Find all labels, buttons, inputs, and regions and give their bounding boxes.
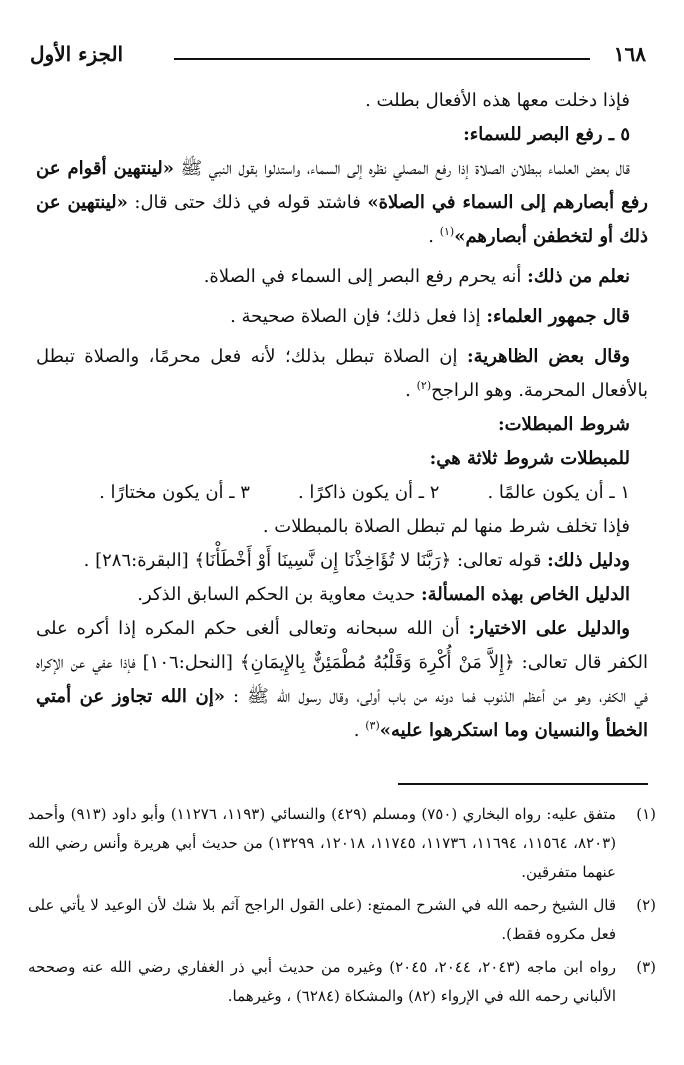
footnote-separator bbox=[398, 783, 648, 785]
paragraph-label: قال جمهور العلماء: bbox=[486, 306, 630, 327]
paragraph-text: قوله تعالى: ﴿رَبَّنَا لا تُؤَاخِذْنَا إِن نَّسِينَا أَوْ أَخْطَأْنَا﴾ [البقرة:٢٨٦] . bbox=[83, 550, 548, 571]
footnote bbox=[28, 800, 656, 887]
footnote-text: رواه ابن ماجه (٢٠٤٣، ٢٠٤٤، ٢٠٤٥) وغيره من حديث أبي ذر الغفاري رضي الله عنه وصححه الألباني رحمه الله في الإرواء (٨٢) والمشكاة (٦٢٨٤) ، وغيرهما. bbox=[28, 958, 617, 1005]
paragraph bbox=[36, 612, 648, 748]
paragraph bbox=[36, 300, 648, 334]
page-header bbox=[24, 36, 660, 70]
footnote-text: متفق عليه: رواه البخاري (٧٥٠) ومسلم (٤٢٩) والنسائي (١١٩٣، ١١٢٧٦) وأبو داود (٩١٣) وأحمد (٨٢٠٣، ١١٥٦٤، ١١٦٩٤، ١١٧٣٦، ١١٧٤٥، ١٢٠١٨، ١٣٢٩٩) من حديث أبي هريرة وأنس رضي الله عنهما متفرقين. bbox=[28, 805, 617, 881]
footnote-ref: (٣) bbox=[365, 719, 380, 732]
paragraph-text: فاشتد قوله في ذلك حتى قال: bbox=[127, 192, 368, 213]
paragraph-label: الدليل الخاص بهذه المسألة: bbox=[420, 584, 630, 605]
footnote-ref: (١) bbox=[439, 225, 455, 238]
section-heading: شروط المبطلات: bbox=[497, 414, 630, 435]
hadith-quote: «لينتهين عن ذلك أو لتخطفن أبصارهم» bbox=[36, 192, 648, 247]
main-text bbox=[36, 84, 648, 748]
footnote-number: (١) bbox=[636, 805, 656, 823]
footnote-number: (٣) bbox=[636, 958, 656, 976]
hadith-quote: «لينتهين أقوام عن رفع أبصارهم إلى السماء في الصلاة» bbox=[36, 158, 648, 213]
paragraph: فإذا تخلف شرط منها لم تبطل الصلاة بالمبطلات . bbox=[262, 516, 630, 537]
footnote bbox=[28, 891, 656, 949]
condition-item: ٢ ـ أن يكون ذاكرًا . bbox=[297, 482, 440, 503]
paragraph-text: قال بعض العلماء ببطلان الصلاة إذا رفع المصلي نظره إلى السماء، واستدلوا بقول النبي ﷺ bbox=[180, 158, 630, 179]
paragraph bbox=[36, 152, 648, 254]
paragraph-label: نعلم من ذلك: bbox=[527, 266, 630, 287]
condition-item: ٣ ـ أن يكون مختارًا . bbox=[99, 482, 250, 503]
paragraph-text: . bbox=[405, 380, 417, 401]
paragraph bbox=[36, 578, 648, 612]
hadith-quote: «إن الله تجاوز عن أمتي الخطأ والنسيان وما استكرهوا عليه» bbox=[36, 686, 648, 741]
paragraph-text: إن الصلاة تبطل بذلك؛ لأنه فعل محرمًا، والصلاة تبطل بالأفعال المحرمة. وهو الراجح bbox=[36, 346, 648, 401]
footnote-text: قال الشيخ رحمه الله في الشرح الممتع: (على القول الراجح آثم بلا شك لأن الوعيد لا يأتي على فعل مكروه فقط). bbox=[28, 896, 616, 943]
conditions-list bbox=[36, 476, 648, 510]
footnote-number: (٢) bbox=[636, 896, 656, 914]
footnotes bbox=[28, 800, 656, 1015]
footnote-ref: (٢) bbox=[416, 379, 432, 392]
paragraph bbox=[36, 544, 648, 578]
section-heading: للمبطلات شروط ثلاثة هي: bbox=[429, 448, 630, 469]
paragraph-text: إذا فعل ذلك؛ فإن الصلاة صحيحة . bbox=[230, 306, 487, 327]
paragraph-text: حديث معاوية بن الحكم السابق الذكر. bbox=[137, 584, 421, 605]
paragraph-label: والدليل على الاختيار: bbox=[468, 618, 630, 639]
paragraph-label: ودليل ذلك: bbox=[547, 550, 630, 571]
part-title: الجزء الأول bbox=[30, 42, 124, 66]
paragraph-text: . bbox=[428, 226, 440, 247]
condition-item: ١ ـ أن يكون عالمًا . bbox=[487, 482, 630, 503]
paragraph-label: وقال بعض الظاهرية: bbox=[466, 346, 630, 367]
paragraph bbox=[36, 340, 648, 408]
paragraph-text: . bbox=[353, 720, 366, 741]
header-rule bbox=[174, 58, 590, 60]
paragraph bbox=[36, 260, 648, 294]
paragraph-text: أنه يحرم رفع البصر إلى السماء في الصلاة. bbox=[203, 266, 528, 287]
paragraph-text: أن الله سبحانه وتعالى ألغى حكم المكره إذا أكره على الكفر قال تعالى: ﴿إِلاَّ مَنْ أُكْرِهَ وَقَلْبُهُ مُطْمَئِنٌّ بِالإِيمَانِ﴾ [النحل:١٠٦] فإذا عفي عن الإكراه في الكفر، وهو من أعظم الذنوب فما دونه من باب أولى، وقال رسول الله ﷺ : bbox=[36, 618, 648, 707]
page-number: ١٦٨ bbox=[613, 42, 646, 66]
paragraph: فإذا دخلت معها هذه الأفعال بطلت . bbox=[365, 90, 630, 111]
footnote bbox=[28, 953, 656, 1011]
section-heading: ٥ ـ رفع البصر للسماء: bbox=[463, 124, 630, 145]
